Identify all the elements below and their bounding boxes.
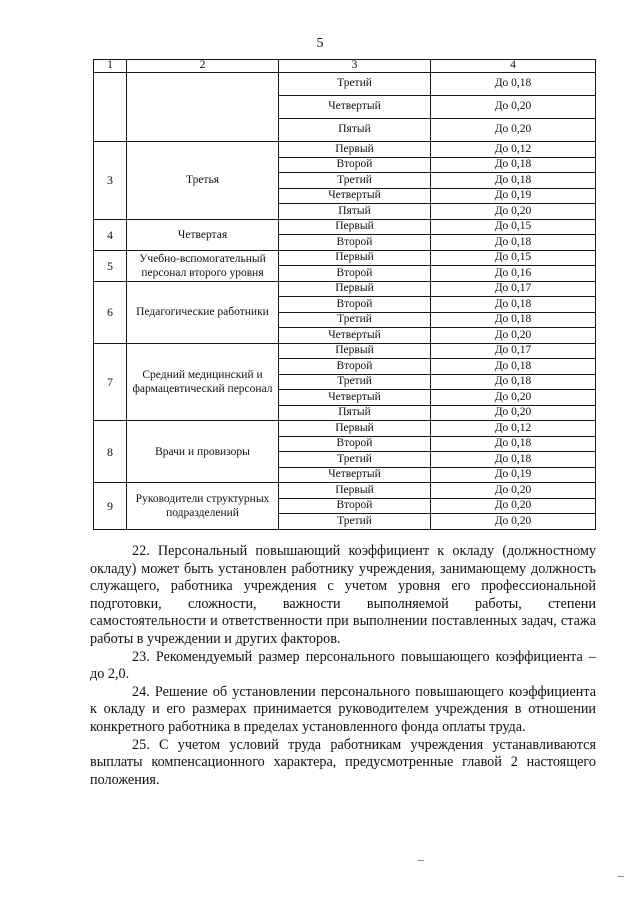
header-cell: 3 bbox=[279, 60, 431, 73]
coefficient-value-cell: До 0,18 bbox=[431, 359, 596, 375]
coefficient-value-cell: До 0,20 bbox=[431, 498, 596, 514]
qualification-level-cell: Четвертый bbox=[279, 96, 431, 119]
coefficient-value-cell: До 0,18 bbox=[431, 157, 596, 173]
group-number-cell: 4 bbox=[94, 219, 127, 250]
document-text bbox=[90, 543, 596, 789]
qualification-level-cell: Пятый bbox=[279, 204, 431, 220]
table-row bbox=[94, 250, 596, 266]
coefficient-value-cell: До 0,20 bbox=[431, 328, 596, 344]
qualification-level-cell: Второй bbox=[279, 266, 431, 282]
page-number: 5 bbox=[316, 36, 324, 51]
table-header-row bbox=[94, 60, 596, 73]
qualification-level-cell: Пятый bbox=[279, 119, 431, 142]
qualification-level-cell: Второй bbox=[279, 436, 431, 452]
table-body bbox=[94, 73, 596, 530]
qualification-level-cell: Четвертый bbox=[279, 328, 431, 344]
coefficient-value-cell: До 0,12 bbox=[431, 421, 596, 437]
table-row bbox=[94, 219, 596, 235]
qualification-level-cell: Третий bbox=[279, 374, 431, 390]
paragraph: 22. Персональный повышающий коэффициент к окладу (должностному окладу) может быть установлен работнику учреждения, занимающему должность служащего, работника учреждения с учетом уровня его профессиональной подготовки, сложности, важности выполняемой работы, степени самостоятельности и ответственности при выполнении поставленных задач, стажа работы в учреждении и других факторов. bbox=[90, 543, 596, 647]
group-number-cell: 8 bbox=[94, 421, 127, 483]
group-name-cell: Врачи и провизоры bbox=[127, 421, 279, 483]
qualification-level-cell: Четвертый bbox=[279, 467, 431, 483]
coefficient-value-cell: До 0,18 bbox=[431, 452, 596, 468]
header-cell: 2 bbox=[127, 60, 279, 73]
group-number-cell: 3 bbox=[94, 142, 127, 220]
paragraph: 24. Решение об установлении персонального повышающего коэффициента к окладу и его размерах принимается руководителем учреждения в отношении конкретного работника в пределах установленного фонда оплаты труда. bbox=[90, 683, 596, 735]
coefficient-value-cell: До 0,20 bbox=[431, 96, 596, 119]
coefficient-value-cell: До 0,18 bbox=[431, 173, 596, 189]
coefficient-value-cell: До 0,18 bbox=[431, 374, 596, 390]
qualification-level-cell: Третий bbox=[279, 452, 431, 468]
table-row bbox=[94, 142, 596, 158]
qualification-level-cell: Второй bbox=[279, 297, 431, 313]
coefficient-value-cell: До 0,18 bbox=[431, 312, 596, 328]
scan-mark bbox=[618, 876, 624, 877]
header-cell: 4 bbox=[431, 60, 596, 73]
coefficient-value-cell: До 0,20 bbox=[431, 390, 596, 406]
table-row bbox=[94, 483, 596, 499]
qualification-level-cell: Третий bbox=[279, 173, 431, 189]
group-name-cell: Четвертая bbox=[127, 219, 279, 250]
coefficient-value-cell: До 0,20 bbox=[431, 514, 596, 530]
coefficient-value-cell: До 0,20 bbox=[431, 405, 596, 421]
qualification-level-cell: Третий bbox=[279, 312, 431, 328]
qualification-level-cell: Второй bbox=[279, 235, 431, 251]
coefficient-value-cell: До 0,19 bbox=[431, 467, 596, 483]
coefficient-table bbox=[93, 59, 596, 530]
group-number-cell: 7 bbox=[94, 343, 127, 421]
qualification-level-cell: Первый bbox=[279, 250, 431, 266]
paragraph: 25. С учетом условий труда работникам учреждения устанавливаются выплаты компенсационного характера, предусмотренные главой 2 настоящего положения. bbox=[90, 736, 596, 788]
qualification-level-cell: Первый bbox=[279, 142, 431, 158]
coefficient-value-cell: До 0,20 bbox=[431, 119, 596, 142]
qualification-level-cell: Пятый bbox=[279, 405, 431, 421]
coefficient-value-cell: До 0,18 bbox=[431, 73, 596, 96]
qualification-level-cell: Первый bbox=[279, 483, 431, 499]
coefficient-value-cell: До 0,18 bbox=[431, 297, 596, 313]
scan-mark bbox=[418, 860, 424, 861]
qualification-level-cell: Третий bbox=[279, 514, 431, 530]
group-name-cell: Руководители структурных подразделений bbox=[127, 483, 279, 530]
paragraph: 23. Рекомендуемый размер персонального повышающего коэффициента – до 2,0. bbox=[90, 648, 596, 683]
group-number-cell: 9 bbox=[94, 483, 127, 530]
coefficient-value-cell: До 0,17 bbox=[431, 281, 596, 297]
group-name-cell: Педагогические работники bbox=[127, 281, 279, 343]
table-row bbox=[94, 421, 596, 437]
table-row bbox=[94, 73, 596, 96]
coefficient-value-cell: До 0,17 bbox=[431, 343, 596, 359]
coefficient-value-cell: До 0,15 bbox=[431, 250, 596, 266]
group-name-cell: Третья bbox=[127, 142, 279, 220]
qualification-level-cell: Первый bbox=[279, 343, 431, 359]
coefficient-value-cell: До 0,20 bbox=[431, 204, 596, 220]
table-row bbox=[94, 343, 596, 359]
qualification-level-cell: Четвертый bbox=[279, 390, 431, 406]
coefficient-value-cell: До 0,15 bbox=[431, 219, 596, 235]
qualification-level-cell: Первый bbox=[279, 219, 431, 235]
header-cell: 1 bbox=[94, 60, 127, 73]
coefficient-value-cell: До 0,20 bbox=[431, 483, 596, 499]
coefficient-value-cell: До 0,18 bbox=[431, 235, 596, 251]
qualification-level-cell: Второй bbox=[279, 359, 431, 375]
coefficient-value-cell: До 0,19 bbox=[431, 188, 596, 204]
group-name-cell bbox=[127, 73, 279, 142]
group-number-cell: 5 bbox=[94, 250, 127, 281]
group-name-cell: Средний медицинский и фармацевтический персонал bbox=[127, 343, 279, 421]
qualification-level-cell: Первый bbox=[279, 421, 431, 437]
qualification-level-cell: Второй bbox=[279, 498, 431, 514]
coefficient-value-cell: До 0,16 bbox=[431, 266, 596, 282]
qualification-level-cell: Второй bbox=[279, 157, 431, 173]
qualification-level-cell: Первый bbox=[279, 281, 431, 297]
group-number-cell bbox=[94, 73, 127, 142]
coefficient-value-cell: До 0,18 bbox=[431, 436, 596, 452]
group-name-cell: Учебно-вспомогательный персонал второго уровня bbox=[127, 250, 279, 281]
group-number-cell: 6 bbox=[94, 281, 127, 343]
coefficient-value-cell: До 0,12 bbox=[431, 142, 596, 158]
table-row bbox=[94, 281, 596, 297]
qualification-level-cell: Четвертый bbox=[279, 188, 431, 204]
qualification-level-cell: Третий bbox=[279, 73, 431, 96]
